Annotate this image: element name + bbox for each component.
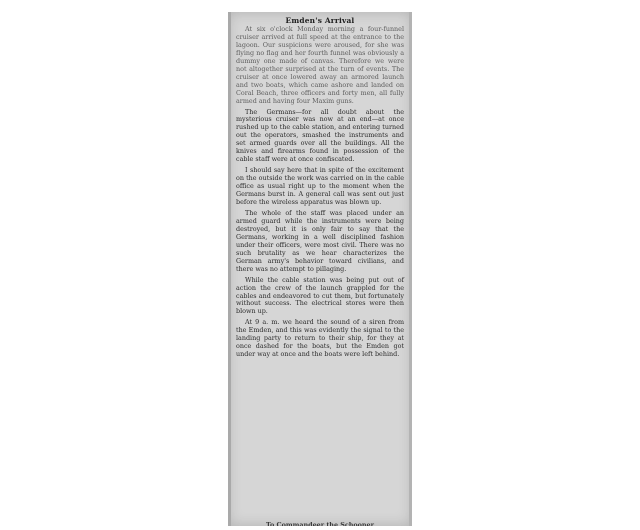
- article-column: [236, 16, 404, 362]
- newspaper-clipping: [228, 12, 412, 526]
- clipping-left-edge: [228, 12, 231, 526]
- article-paragraph: The Germans—for all doubt about the mysterious cruiser was now at an end—at once rushed up to the cable station, and entering turned out the operators, smashed the instruments and set armed guards over all the buildings. All the knives and firearms found in possession of the cable staff were at once confiscated.: [236, 107, 404, 164]
- next-section-heading-fragment: To Commandeer the Schooner: [265, 521, 374, 526]
- article-paragraph: I should say here that in spite of the excitement on the outside the work was carried on in the cable office as usual right up to the moment when the Germans burst in. A general call was sent out just before the wireless apparatus was blown up.: [236, 166, 404, 207]
- article-paragraph: The whole of the staff was placed under an armed guard while the instruments were being destroyed, but it is only fair to say that the Germans, working in a well disciplined fashion under their officers, were most civil. There was no such brutality as we hear characterizes the German army's behavior toward civilians, and there was no attempt to pillaging.: [236, 208, 404, 273]
- clipping-right-edge: [409, 12, 412, 526]
- article-headline: Emden's Arrival: [285, 16, 355, 25]
- article-paragraph: At six o'clock Monday morning a four-funnel cruiser arrived at full speed at the entrance to the lagoon. Our suspicions were aroused, for she was flying no flag and her fourth funnel was obviously a dummy one made of canvas. Therefore we were not altogether surprised at the turn of events. The cruiser at once lowered away an armored launch and two boats, which came ashore and landed on Coral Beach, three officers and forty men, all fully armed and having four Maxim guns.: [236, 25, 404, 105]
- article-paragraph: At 9 a. m. we heard the sound of a siren from the Emden, and this was evidently the signal to the landing party to return to their ship, for they at once dashed for the boats, but the Emden got under way at once and the boats were left behind.: [236, 318, 404, 359]
- article-paragraph: While the cable station was being put out of action the crew of the launch grappled for the cables and endeavored to cut them, but fortunately without success. The electrical stores were then blown up.: [236, 275, 404, 316]
